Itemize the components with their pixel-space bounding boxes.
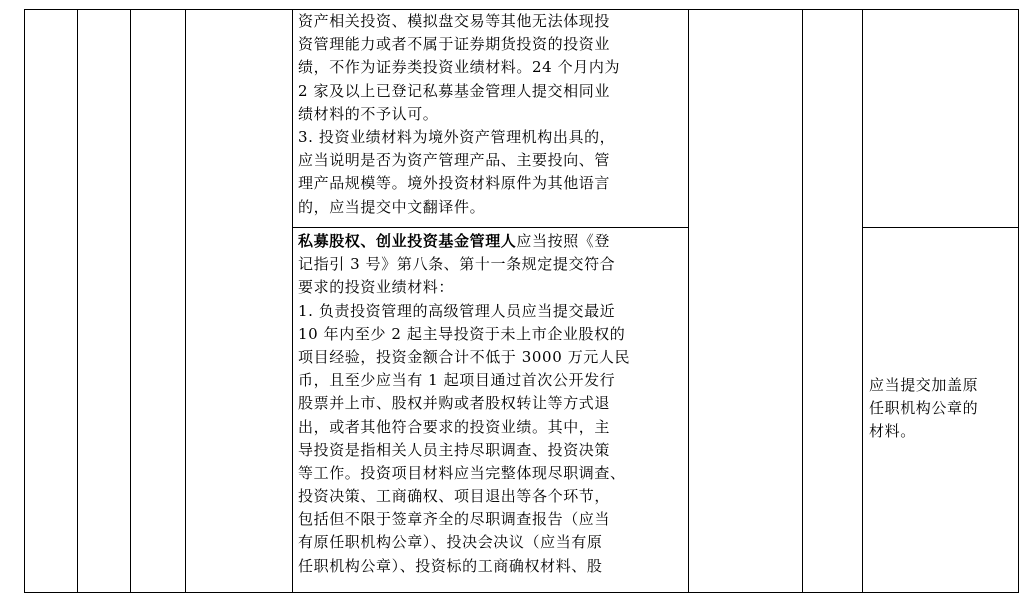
text-line: 材料。 xyxy=(869,422,916,441)
text-line: 资管理能力或者不属于证券期货投资的投资业 xyxy=(298,35,611,54)
manager-type-heading: 私募股权、创业投资基金管理人 xyxy=(298,232,517,250)
text-line xyxy=(298,230,630,253)
text-line: 任职机构公章）、投资标的工商确权材料、股 xyxy=(298,556,603,575)
column-divider xyxy=(130,9,131,593)
column-divider xyxy=(862,9,863,593)
column-divider xyxy=(292,9,293,593)
text-line: 2 家及以上已登记私募基金管理人提交相同业 xyxy=(298,81,610,100)
column-divider xyxy=(688,9,689,593)
text-line: 应当提交加盖原 xyxy=(869,376,979,394)
right-column-note xyxy=(869,374,978,444)
text-line: 3. 投资业绩材料为境外资产管理机构出具的， xyxy=(298,127,616,146)
text-line: 绩材料的不予认可。 xyxy=(298,104,439,123)
row-divider xyxy=(862,227,1019,228)
column-divider xyxy=(185,9,186,593)
text-line: 1. 负责投资管理的高级管理人员应当提交最近 xyxy=(298,301,616,320)
table-border-right xyxy=(1018,9,1019,593)
column-divider xyxy=(77,9,78,593)
text-line: 投资决策、工商确权、项目退出等各个环节， xyxy=(298,487,611,506)
text-line: 理产品规模等。境外投资材料原件为其他语言 xyxy=(298,174,611,193)
text-line: 10 年内至少 2 起主导投资于未上市企业股权的 xyxy=(298,324,626,343)
table-border-left xyxy=(24,9,25,593)
text-line: 等工作。投资项目材料应当完整体现尽职调查、 xyxy=(298,463,626,482)
text-line: 出，或者其他符合要求的投资业绩。其中，主 xyxy=(298,417,611,436)
text-line: 币，且至少应当有 1 起项目通过首次公开发行 xyxy=(298,371,616,390)
requirements-text-bottom xyxy=(298,230,630,578)
text-line: 的，应当提交中文翻译件。 xyxy=(298,197,486,216)
requirements-text-top xyxy=(298,10,620,219)
row-divider xyxy=(292,227,689,228)
text-fragment: 应当按照《登 xyxy=(516,232,611,250)
column-divider xyxy=(802,9,803,593)
text-line: 包括但不限于签章齐全的尽职调查报告（应当 xyxy=(298,510,611,529)
text-line: 项目经验，投资金额合计不低于 3000 万元人民 xyxy=(298,347,631,366)
text-line: 绩，不作为证券类投资业绩材料。24 个月内为 xyxy=(298,58,621,77)
text-line: 导投资是指相关人员主持尽职调查、投资决策 xyxy=(298,440,611,459)
text-line: 应当说明是否为资产管理产品、主要投向、管 xyxy=(298,151,611,170)
text-line: 股票并上市、股权并购或者股权转让等方式退 xyxy=(298,394,611,413)
text-line: 任职机构公章的 xyxy=(869,399,979,418)
text-line: 资产相关投资、模拟盘交易等其他无法体现投 xyxy=(298,12,611,30)
text-line: 记指引 3 号》第八条、第十一条规定提交符合 xyxy=(298,255,616,274)
text-line: 有原任职机构公章）、投决会决议（应当有原 xyxy=(298,533,603,552)
text-line: 要求的投资业绩材料： xyxy=(298,278,455,297)
table-border-bottom xyxy=(24,592,1019,593)
